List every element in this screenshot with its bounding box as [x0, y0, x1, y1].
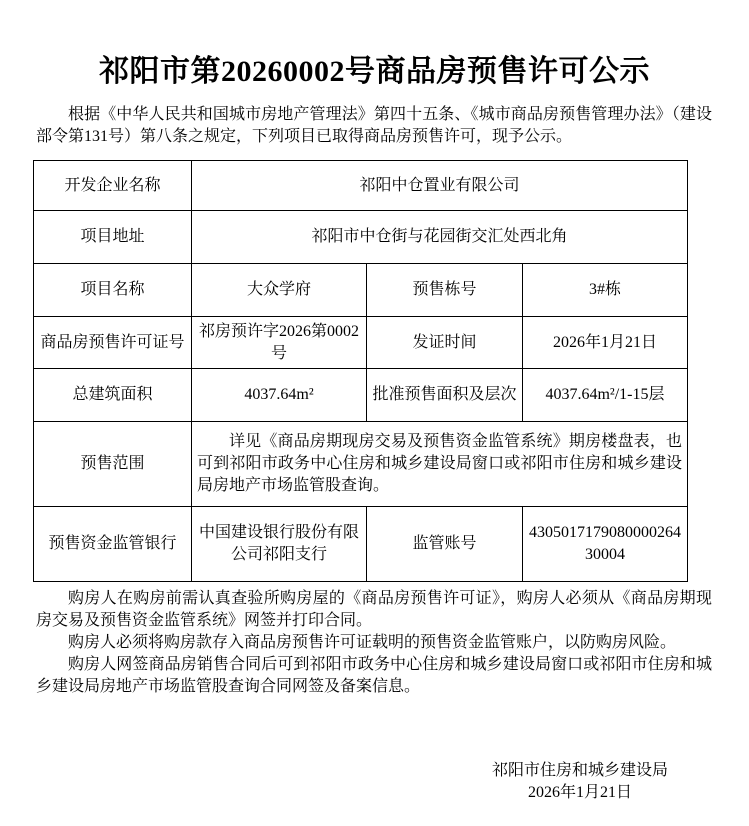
total-area-label: 总建筑面积 — [34, 369, 192, 422]
address-value: 祁阳市中仓街与花园街交汇处西北角 — [192, 211, 688, 264]
project-name-label: 项目名称 — [34, 264, 192, 317]
supervision-account-label: 监管账号 — [367, 507, 523, 582]
issue-date-footer: 2026年1月21日 — [527, 784, 632, 801]
total-area-value: 4037.64m² — [192, 369, 367, 422]
buyer-notes — [36, 588, 712, 698]
table-row — [34, 507, 688, 582]
intro-paragraph: 根据《中华人民共和国城市房地产管理法》第四十五条、《城市商品房预售管理办法》（建设部令第131号）第八条之规定，下列项目已取得商品房预售许可，现予公示。 — [36, 106, 712, 145]
presale-scope-value: 详见《商品房期现房交易及预售资金监管系统》期房楼盘表，也可到祁阳市政务中心住房和城乡建设局窗口或祁阳市住房和城乡建设局房地产市场监管股查询。 — [197, 433, 683, 494]
building-no-value: 3#栋 — [523, 264, 688, 317]
table-row — [34, 264, 688, 317]
issue-date-label: 发证时间 — [367, 317, 523, 369]
presale-scope-label: 预售范围 — [34, 422, 192, 507]
permit-info-table — [33, 160, 688, 582]
address-label: 项目地址 — [34, 211, 192, 264]
approved-area-label: 批准预售面积及层次 — [367, 369, 523, 422]
supervision-bank-value: 中国建设银行股份有限公司祁阳支行 — [192, 507, 367, 582]
supervision-account-value: 430501717908000026430004 — [523, 507, 688, 582]
building-no-label: 预售栋号 — [367, 264, 523, 317]
buyer-note-1: 购房人在购房前需认真查验所购房屋的《商品房预售许可证》，购房人必须从《商品房期现房交易及预售资金监管系统》网签并打印合同。 — [36, 590, 712, 629]
issuing-authority: 祁阳市住房和城乡建设局 — [491, 762, 668, 779]
table-row — [34, 422, 688, 507]
page-title: 祁阳市第20260002号商品房预售许可公示 — [99, 55, 650, 88]
buyer-note-2: 购房人必须将购房款存入商品房预售许可证载明的预售资金监管账户，以防购房风险。 — [68, 634, 677, 651]
table-row — [34, 211, 688, 264]
table-row — [34, 317, 688, 369]
table-row — [34, 161, 688, 211]
developer-value: 祁阳中仓置业有限公司 — [192, 161, 688, 211]
issue-date-value: 2026年1月21日 — [523, 317, 688, 369]
supervision-bank-label: 预售资金监管银行 — [34, 507, 192, 582]
presale-scope-cell — [192, 422, 688, 507]
approved-area-value: 4037.64m²/1-15层 — [523, 369, 688, 422]
permit-no-value: 祁房预许字2026第0002号 — [192, 317, 367, 369]
developer-label: 开发企业名称 — [34, 161, 192, 211]
buyer-note-3: 购房人网签商品房销售合同后可到祁阳市政务中心住房和城乡建设局窗口或祁阳市住房和城乡建设局房地产市场监管股查询合同网签及备案信息。 — [36, 656, 712, 695]
table-row — [34, 369, 688, 422]
signature-block — [480, 760, 680, 804]
permit-no-label: 商品房预售许可证号 — [34, 317, 192, 369]
project-name-value: 大众学府 — [192, 264, 367, 317]
